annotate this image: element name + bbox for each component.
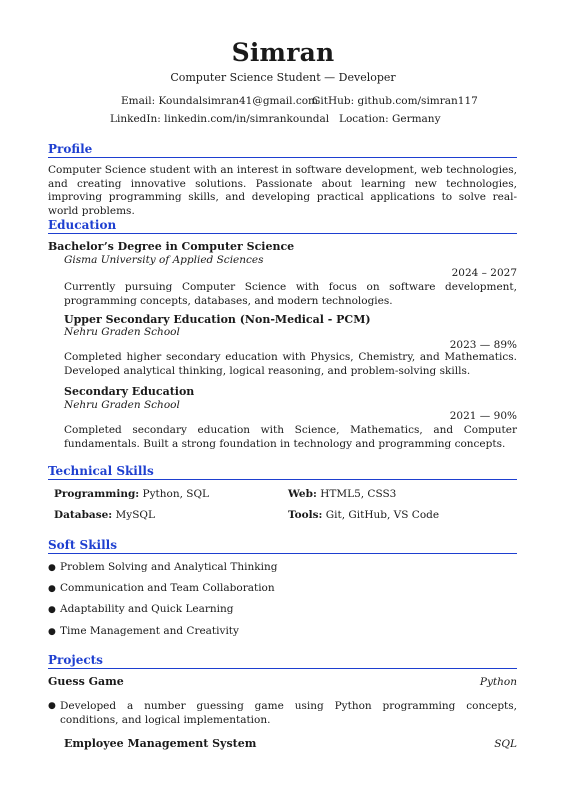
- education-degree: Bachelor’s Degree in Computer Science: [48, 240, 295, 253]
- section-rule: [48, 553, 517, 554]
- skill-programming: Programming: Python, SQL: [54, 488, 210, 500]
- education-description: Completed higher secondary education with Physics, Chemistry, and Mathematics. Developed analytical thinking, logical reasoning, and problem-solving skills.: [64, 351, 517, 377]
- section-heading-technical-skills: Technical Skills: [48, 464, 154, 478]
- section-heading-profile: Profile: [48, 142, 93, 156]
- section-rule: [48, 668, 517, 669]
- section-heading-projects: Projects: [48, 653, 103, 667]
- education-school: Nehru Graden School: [64, 399, 180, 411]
- education-degree: Upper Secondary Education (Non-Medical - PCM): [64, 313, 371, 326]
- project-tech: Python: [479, 676, 517, 688]
- project-tech: SQL: [494, 738, 517, 750]
- education-meta: 2023 — 89%: [449, 339, 517, 351]
- project-bullet: ● Developed a number guessing game using Python programming concepts, conditions, and logical implementation.: [48, 700, 517, 726]
- skill-tools: Tools: Git, GitHub, VS Code: [288, 509, 440, 521]
- education-degree: Secondary Education: [64, 385, 195, 398]
- resume-subtitle: Computer Science Student — Developer: [170, 71, 396, 84]
- contact-linkedin: LinkedIn: linkedin.com/in/simrankoundal: [110, 113, 330, 125]
- section-rule: [48, 233, 517, 234]
- education-description: Currently pursuing Computer Science with focus on software development, programming concepts, databases, and modern technologies.: [64, 281, 517, 307]
- section-heading-education: Education: [48, 218, 117, 232]
- section-heading-soft-skills: Soft Skills: [48, 538, 117, 552]
- resume-name: Simran: [231, 38, 335, 67]
- education-meta: 2024 – 2027: [451, 267, 517, 279]
- skill-database: Database: MySQL: [54, 509, 155, 521]
- education-meta: 2021 — 90%: [449, 410, 517, 422]
- list-item: ● Problem Solving and Analytical Thinking: [48, 561, 278, 573]
- education-school: Nehru Graden School: [64, 326, 180, 338]
- list-item: ● Time Management and Creativity: [48, 625, 239, 637]
- contact-github: GitHub: github.com/simran117: [312, 95, 478, 107]
- list-item: ● Adaptability and Quick Learning: [48, 603, 234, 615]
- project-title: Guess Game: [48, 675, 124, 688]
- skill-web: Web: HTML5, CSS3: [288, 488, 397, 500]
- list-item: ● Communication and Team Collaboration: [48, 582, 275, 594]
- section-rule: [48, 157, 517, 158]
- contact-email: Email: Koundalsimran41@gmail.com: [121, 95, 318, 107]
- contact-location: Location: Germany: [339, 113, 441, 125]
- project-title: Employee Management System: [64, 737, 257, 750]
- section-rule: [48, 479, 517, 480]
- education-description: Completed secondary education with Science, Mathematics, and Computer fundamentals. Built a strong foundation in technology and programming concepts.: [64, 424, 517, 450]
- profile-text: Computer Science student with an interest in software development, web technologies, and creating innovative solutions. Passionate about learning new technologies, improving programming skills, and developing practical applications to solve real-world problems.: [48, 164, 517, 217]
- education-school: Gisma University of Applied Sciences: [64, 254, 264, 266]
